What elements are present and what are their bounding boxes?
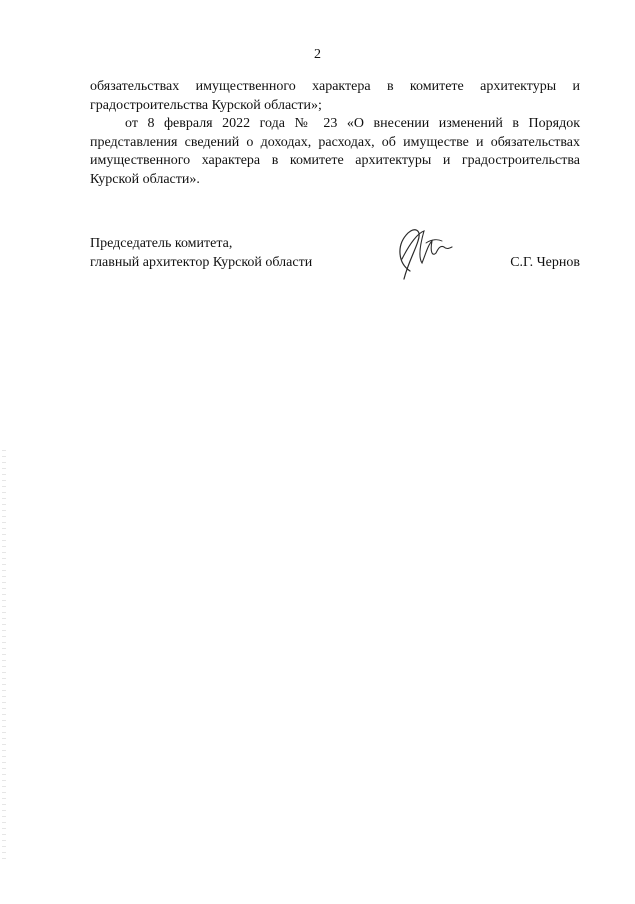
paragraph-amendment: от 8 февраля 2022 года № 23 «О внесении изменений в Порядок представления сведений о доходах, расходах, об имуществе и обязательствах имущественного характера в комитете архитектуры и градостроительства Курской области».: [90, 116, 580, 187]
signer-title-line-2: главный архитектор Курской области: [90, 254, 313, 270]
handwritten-signature: [388, 223, 458, 283]
document-body: [90, 78, 580, 189]
signer-title-line-1: Председатель комитета,: [90, 236, 233, 251]
paragraph-continuation: обязательствах имущественного характера в комитете архитектуры и градостроительства Курской области»;: [90, 79, 580, 113]
signature-block: [90, 235, 580, 295]
signer-name: С.Г. Чернов: [510, 254, 580, 270]
signer-title: [90, 235, 312, 272]
page-number: 2: [314, 47, 321, 62]
scan-margin-marks: [2, 450, 6, 860]
